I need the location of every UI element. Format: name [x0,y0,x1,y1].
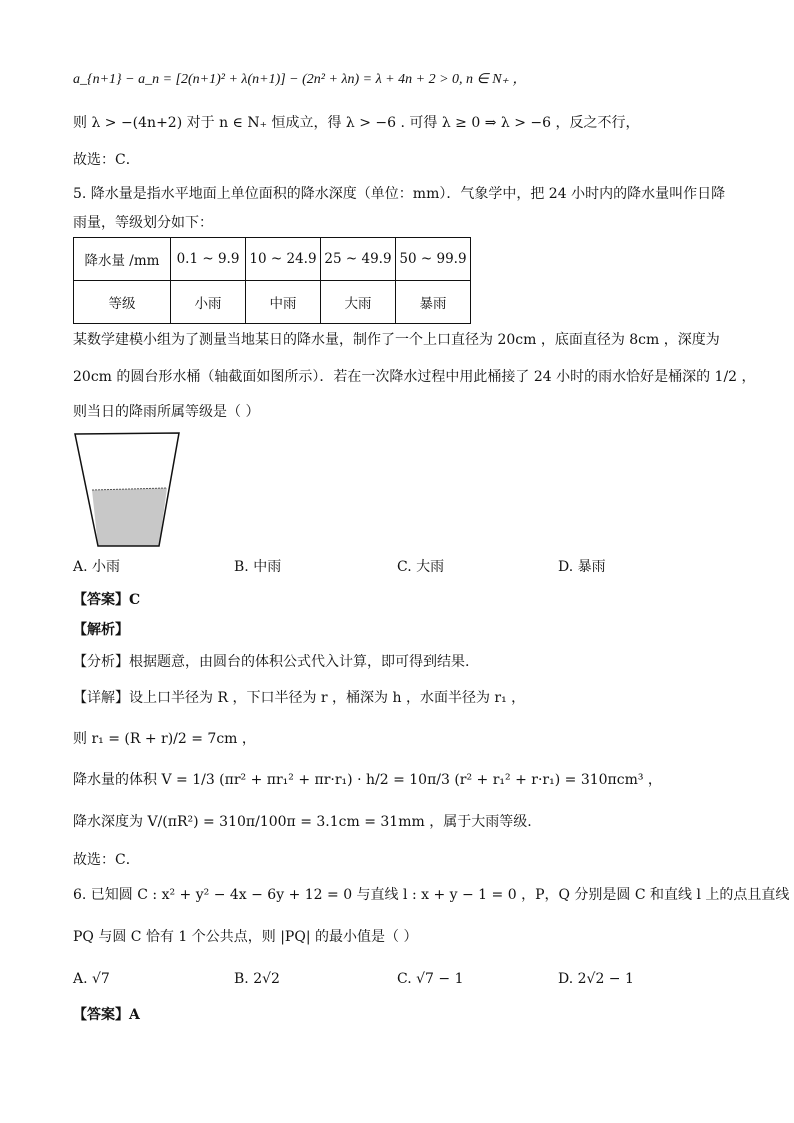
detail-5: 【详解】设上口半径为 R ，下口半径为 r ，桶深为 h ，水面半径为 r₁ ， [73,690,526,706]
table-cell: 25 ~ 49.9 [321,238,396,281]
table-cell: 50 ~ 99.9 [396,238,471,281]
table-cell: 中雨 [246,281,321,324]
table-row [74,238,471,281]
choice-6d: D. 2√2 − 1 [558,971,634,987]
choice-a: A. 小雨 [73,559,121,575]
table-cell: 大雨 [321,281,396,324]
answer-choice-5: 故选：C． [73,852,140,868]
question-6-line-1: 6. 已知圆 C : x² + y² − 4x − 6y + 12 = 0 与直线 l : x + y − 1 = 0 ，P，Q 分别是圆 C 和直线 l 上的点且直线 [73,887,790,903]
table-cell: 0.1 ~ 9.9 [171,238,246,281]
answer-5: 【答案】C [73,592,141,608]
question-5-line-4: 20cm 的圆台形水桶（轴截面如图所示）．若在一次降水过程中用此桶接了 24 小时的雨水恰好是桶深的 1/2 ， [73,369,756,385]
analysis-5: 【分析】根据题意，由圆台的体积公式代入计算，即可得到结果. [73,654,470,670]
line-3: 故选：C． [73,152,140,168]
question-6-line-2: PQ 与圆 C 恰有 1 个公共点，则 |PQ| 的最小值是（ ） [73,929,418,945]
question-5-line-5: 则当日的降雨所属等级是（ ） [73,404,260,420]
choice-6a: A. √7 [73,971,110,987]
calc-2: 降水量的体积 V = 1/3 (πr² + πr₁² + πr·r₁) · h/2 = 10π/3 (r² + r₁² + r·r₁) = 310πcm³ ， [73,772,662,788]
choice-6b: B. 2√2 [234,971,280,987]
bucket-cross-section-figure [72,430,182,550]
table-cell: 小雨 [171,281,246,324]
choice-6c: C. √7 − 1 [397,971,464,987]
choice-d: D. 暴雨 [558,559,606,575]
table-cell: 10 ~ 24.9 [246,238,321,281]
table-cell: 降水量 /mm [74,238,171,281]
line-1: a_{n+1} − a_n = [2(n+1)² + λ(n+1)] − (2n² + λn) = λ + 4n + 2 > 0, n ∈ N₊ ， [73,72,527,87]
question-5-line-3: 某数学建模小组为了测量当地某日的降水量，制作了一个上口直径为 20cm ，底面直径为 8cm ，深度为 [73,332,720,348]
choice-b: B. 中雨 [234,559,282,575]
line-2: 则 λ > −(4n+2) 对于 n ∈ N₊ 恒成立，得 λ > −6 . 可得 λ ≥ 0 ⇒ λ > −6 ，反之不行， [73,115,640,131]
answer-6: 【答案】A [73,1007,140,1023]
rain-grade-table [73,237,471,324]
analysis-heading-5: 【解析】 [73,622,129,638]
water-fill [92,488,167,546]
table-row [74,281,471,324]
calc-3: 降水深度为 V/(πR²) = 310π/100π = 3.1cm = 31mm ，属于大雨等级. [73,814,532,830]
choice-c: C. 大雨 [397,559,445,575]
table-cell: 暴雨 [396,281,471,324]
calc-1: 则 r₁ = (R + r)/2 = 7cm ， [73,731,256,747]
question-5-line-1: 5. 降水量是指水平地面上单位面积的降水深度（单位：mm）．气象学中，把 24 小时内的降水量叫作日降 [73,186,726,202]
table-cell: 等级 [74,281,171,324]
question-5-line-2: 雨量，等级划分如下： [73,215,213,231]
